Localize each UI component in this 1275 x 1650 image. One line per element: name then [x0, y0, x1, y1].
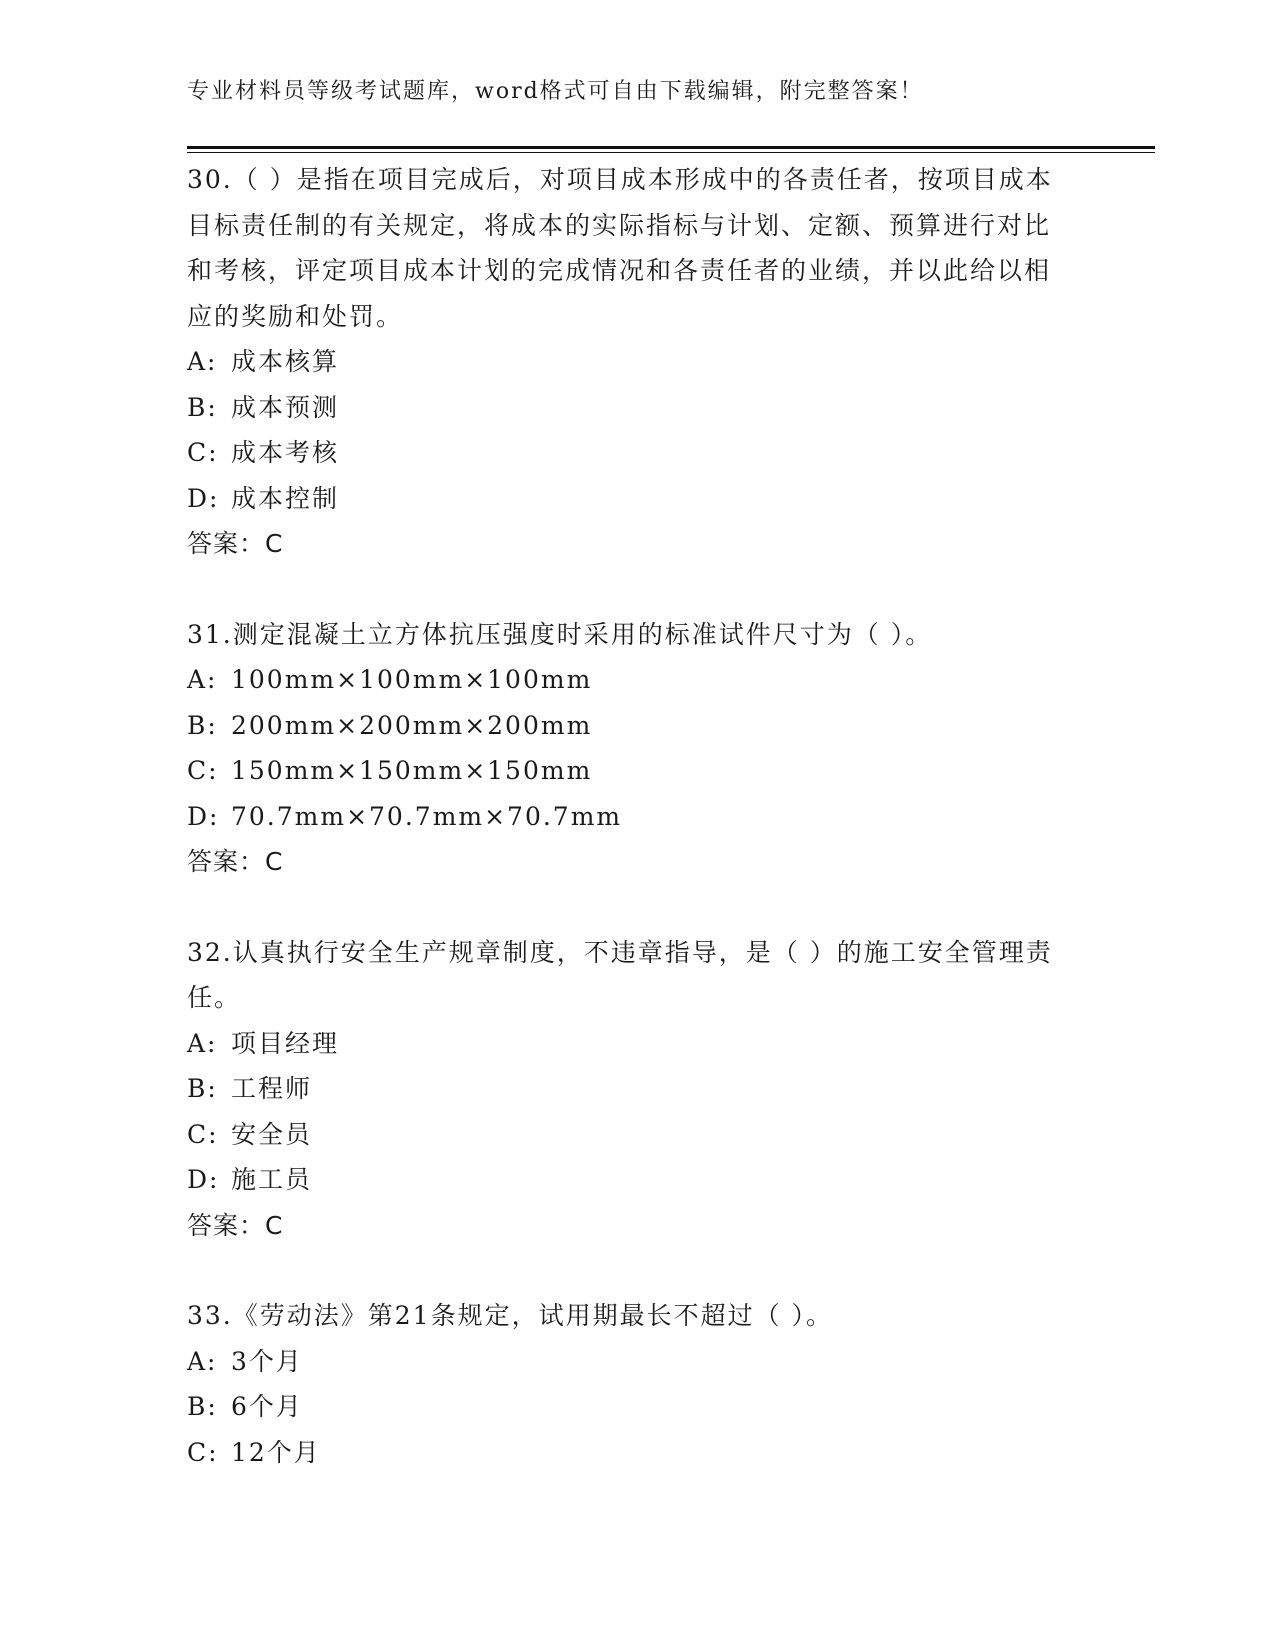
option-text: 12个月 — [231, 1437, 321, 1467]
question-31 — [187, 612, 1067, 885]
option-letter: C: — [187, 756, 219, 785]
option-b — [187, 703, 1067, 749]
option-letter: D: — [187, 1165, 220, 1194]
option-letter: D: — [187, 801, 220, 831]
option-letter: C: — [187, 438, 219, 467]
question-text: 31.测定混凝土立方体抗压强度时采用的标准试件尺寸为（ ）。 — [187, 619, 933, 649]
question-text: 33.《劳动法》第21条规定，试用期最长不超过（ ）。 — [187, 1301, 834, 1330]
option-b — [187, 385, 1067, 431]
option-text: 安全员 — [231, 1119, 313, 1149]
question-text: 32.认真执行安全生产规章制度，不违章指导，是（ ）的施工安全管理责任。 — [187, 937, 1053, 1012]
option-letter: A: — [187, 347, 218, 376]
answer-line: 答案：C — [187, 1210, 284, 1240]
header-rule-thick — [187, 146, 1155, 149]
option-text: 成本控制 — [231, 483, 340, 513]
option-a — [187, 1339, 1067, 1385]
option-letter: B: — [187, 392, 218, 422]
option-c — [187, 430, 1067, 476]
option-c — [187, 1430, 1067, 1476]
option-text: 150mm×150mm×150mm — [231, 756, 593, 785]
option-letter: A: — [187, 1028, 218, 1058]
question-list — [187, 157, 1067, 1520]
option-c — [187, 1112, 1067, 1158]
option-text: 施工员 — [231, 1165, 313, 1194]
option-b — [187, 1066, 1067, 1112]
question-30 — [187, 157, 1067, 567]
option-text: 70.7mm×70.7mm×70.7mm — [231, 801, 623, 831]
question-text: 30.（ ）是指在项目完成后，对项目成本形成中的各责任者，按项目成本目标责任制的有关规定，将成本的实际指标与计划、定额、预算进行对比和考核，评定项目成本计划的完成情况和各责任者的业绩，并以此给以相应的奖励和处罚。 — [187, 165, 1053, 331]
option-text: 项目经理 — [231, 1028, 340, 1058]
option-a — [187, 657, 1067, 703]
option-letter: A: — [187, 665, 218, 694]
option-text: 成本考核 — [231, 438, 340, 467]
answer-line: 答案：C — [187, 847, 284, 876]
option-text: 6个月 — [231, 1392, 303, 1421]
answer-line: 答案：C — [187, 529, 284, 558]
option-a — [187, 1021, 1067, 1067]
option-letter: D: — [187, 483, 220, 513]
option-letter: B: — [187, 710, 218, 740]
option-letter: A: — [187, 1346, 218, 1376]
option-text: 100mm×100mm×100mm — [231, 665, 593, 694]
option-letter: B: — [187, 1074, 218, 1103]
option-d — [187, 1157, 1067, 1203]
option-d — [187, 476, 1067, 522]
option-c — [187, 748, 1067, 794]
question-33 — [187, 1293, 1067, 1475]
option-text: 200mm×200mm×200mm — [231, 710, 593, 740]
header-rule-thin — [187, 152, 1155, 153]
option-text: 3个月 — [231, 1346, 303, 1376]
question-32 — [187, 930, 1067, 1249]
option-b — [187, 1384, 1067, 1430]
option-text: 成本核算 — [231, 347, 340, 376]
option-text: 工程师 — [231, 1074, 313, 1103]
option-letter: B: — [187, 1392, 218, 1421]
option-d — [187, 794, 1067, 840]
option-letter: C: — [187, 1119, 219, 1149]
option-letter: C: — [187, 1437, 219, 1467]
page-header: 专业材料员等级考试题库，word格式可自由下载编辑，附完整答案！ — [187, 79, 924, 104]
option-text: 成本预测 — [231, 392, 340, 422]
option-a — [187, 339, 1067, 385]
